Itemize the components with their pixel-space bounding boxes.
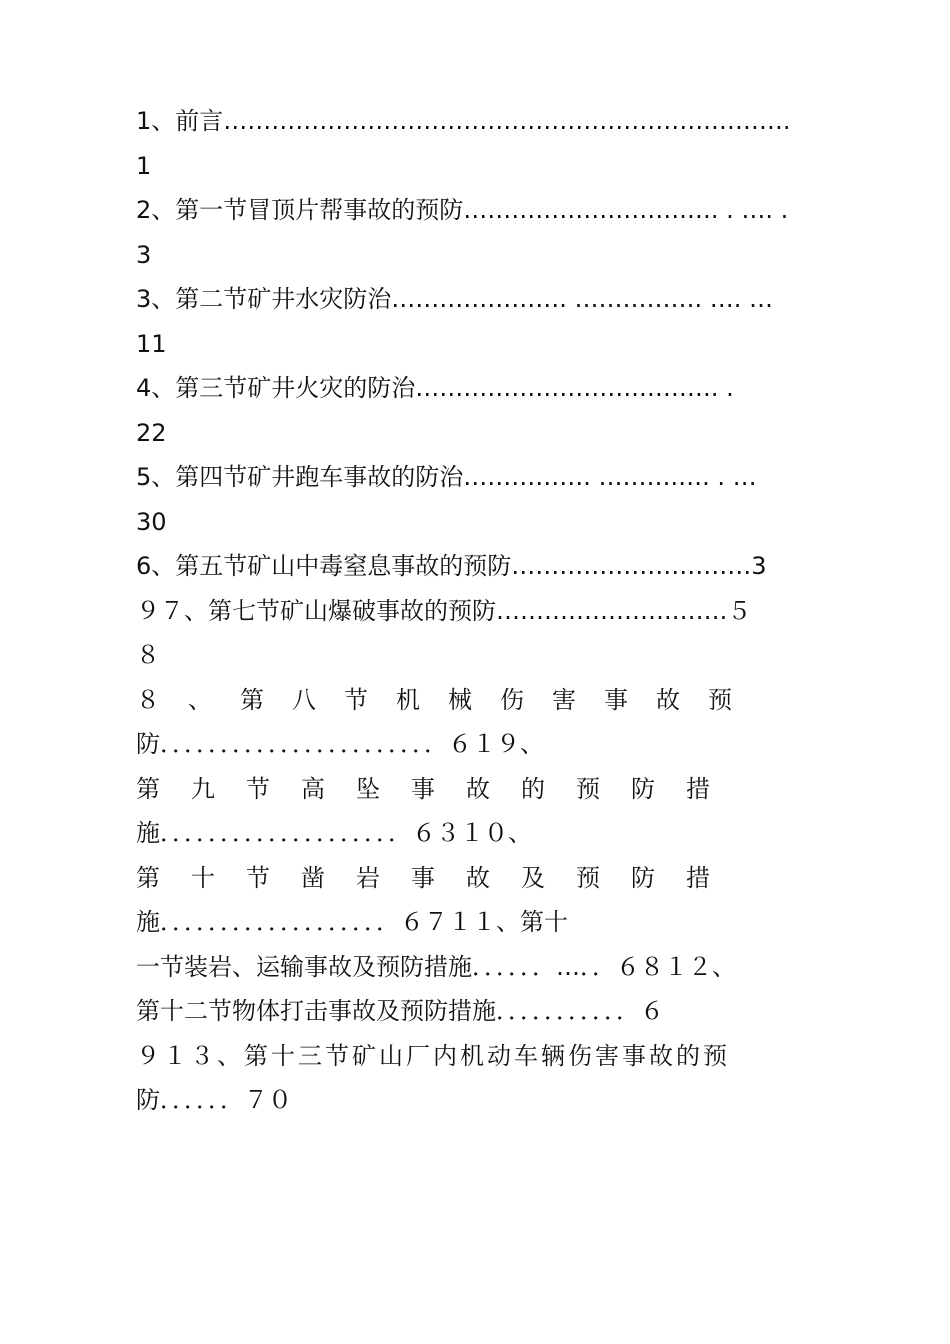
- toc-page-number: 22: [136, 419, 167, 447]
- toc-entry-section-5: 6、第五节矿山中毒窒息事故的预防…………………………3: [136, 552, 767, 580]
- toc-entry-section-10-cont: 施．．．．．．．．．．．．．．．．．．．６７１１、第十: [136, 908, 568, 936]
- toc-page-number: ８: [136, 641, 160, 669]
- toc-entry-section-3: 4、第三节矿井火灾的防治……………………….………. .: [136, 374, 734, 402]
- toc-entry-section-1: 2、第一节冒顶片帮事故的预防……………………….…. . …. .: [136, 196, 789, 224]
- toc-entry-section-10: 第十节凿岩事故及预防措: [136, 864, 741, 892]
- toc-entry-section-13: ９１３、第十三节矿山厂内机动车辆伤害事故的预: [136, 1042, 730, 1070]
- toc-entry-section-8: ８、第八节机械伤害事故预: [136, 686, 760, 714]
- toc-entry-section-12: 第十二节物体打击事故及预防措施．．．．．．．．．．．６: [136, 997, 664, 1025]
- toc-entry-section-13-cont: 防．．．．．．７０: [136, 1086, 292, 1114]
- toc-entry-section-4: 5、第四节矿井跑车事故的防治……………. ……….…. . …: [136, 463, 757, 491]
- toc-page-number: 11: [136, 330, 167, 358]
- toc-entry-section-9: 第九节高坠事故的预防措: [136, 775, 741, 803]
- toc-page-number: 3: [136, 241, 152, 269]
- toc-entry-section-7: ９７、第七节矿山爆破事故的预防………………….…….５: [136, 597, 752, 625]
- toc-entry-section-9-cont: 施．．．．．．．．．．．．．．．．．．．．６３１０、: [136, 819, 532, 847]
- toc-page-number: 1: [136, 152, 152, 180]
- toc-entry-section-2: 3、第二节矿井水灾防治…………………. ……………. …. …: [136, 285, 774, 313]
- toc-page-number: 30: [136, 508, 167, 536]
- toc-entry-preface: 1、前言…………………………………………………….……….: [136, 107, 791, 135]
- toc-entry-section-11: 一节装岩、运输事故及预防措施．．．．．．…．．６８１２、: [136, 953, 736, 981]
- toc-entry-section-8-cont: 防．．．．．．．．．．．．．．．．．．．．．．．６１９、: [136, 730, 544, 758]
